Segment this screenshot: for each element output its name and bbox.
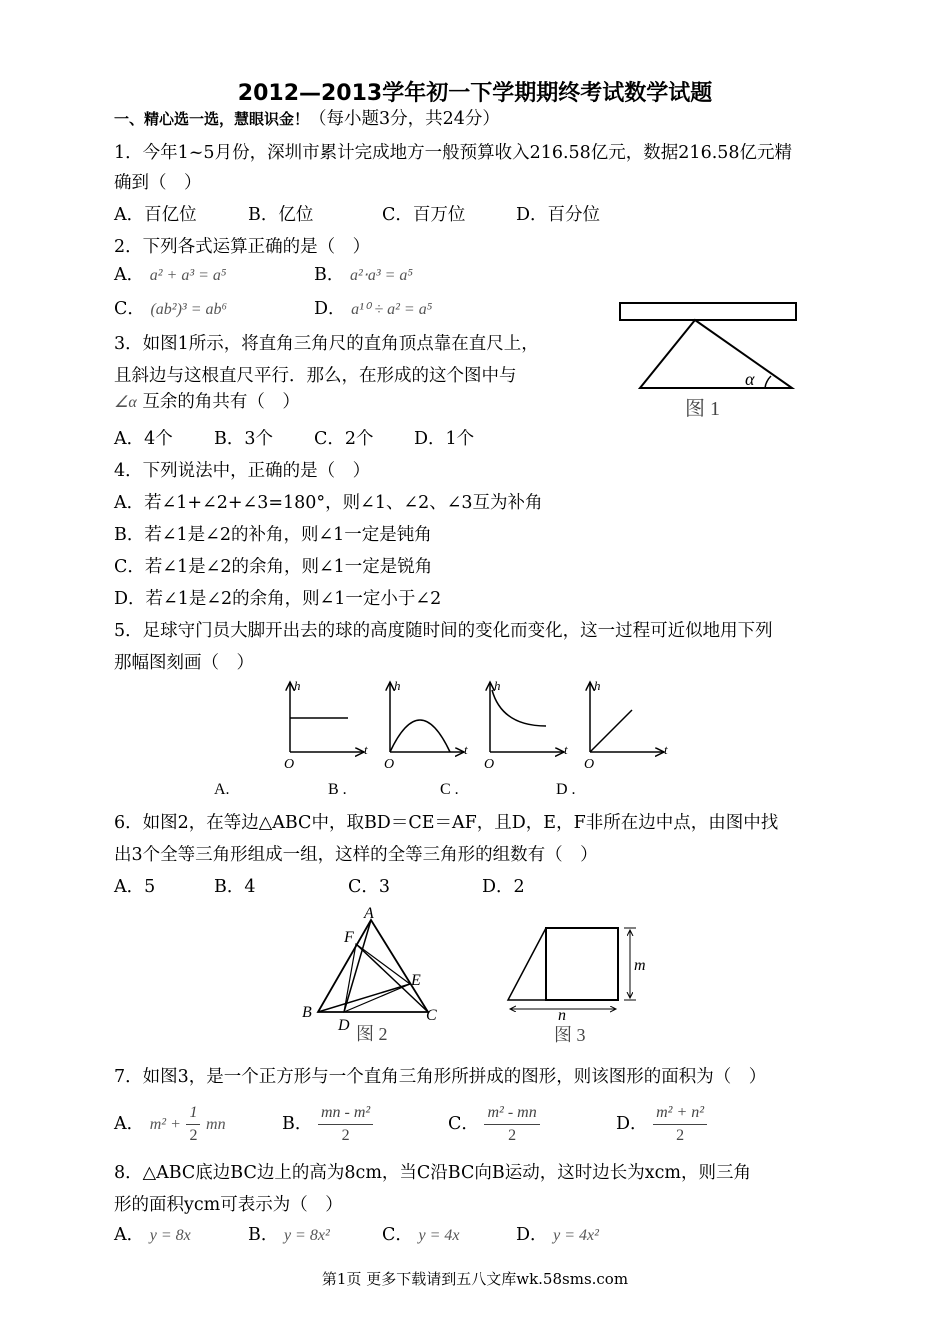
square-3 — [546, 928, 618, 1000]
q2-option-c — [114, 298, 227, 321]
right-triangle-3 — [508, 928, 546, 1000]
fig3-label: 图 3 — [554, 1025, 586, 1045]
q1-option-d: D．百分位 — [516, 205, 601, 225]
q7-option-b — [282, 1102, 373, 1147]
q1-option-a: A．百亿位 — [114, 205, 197, 225]
graph-b-curve — [390, 720, 450, 752]
section-note: （每小题3分，共24分） — [309, 109, 500, 129]
graph-a-t: t — [364, 742, 368, 757]
q3-option-a: A．4个 — [114, 429, 173, 449]
graph-d-o: O — [584, 757, 595, 772]
figure-2 — [298, 902, 448, 1047]
section-heading-text: 一、精心选一选，慧眼识金！ — [114, 110, 310, 128]
graph-label-a: A. — [214, 781, 230, 798]
q2-option-a — [114, 264, 226, 287]
alpha-arc — [765, 376, 771, 388]
q7-label-a: A． — [114, 1114, 145, 1134]
q8-option-a — [114, 1224, 191, 1247]
q3-line1: 3．如图1所示，将直角三角尺的直角顶点靠在直尺上， — [114, 334, 539, 354]
q6-option-c: C．3 — [348, 877, 391, 897]
q8-label-a: A． — [114, 1225, 145, 1245]
q7-a-tail: mn — [206, 1116, 226, 1133]
q7-c-fraction — [484, 1102, 539, 1147]
q2-expr-c: (ab²)³ = ab⁶ — [150, 301, 228, 318]
graph-a-o: O — [284, 757, 295, 772]
q3-line3 — [114, 391, 300, 414]
q7-b-den: 2 — [341, 1127, 350, 1144]
q7-a-expr: m² + — [149, 1116, 181, 1133]
fig2-label: 图 2 — [356, 1024, 388, 1044]
q7-d-fraction — [653, 1102, 707, 1147]
q1-line2: 确到（ ） — [114, 173, 202, 193]
q3-option-c: C．2个 — [314, 429, 374, 449]
graph-c-h: h — [494, 678, 501, 693]
q7-d-den: 2 — [676, 1127, 685, 1144]
page-title: 2012—2013学年初一下学期期终考试数学试题 — [237, 81, 713, 106]
q6-option-b: B．4 — [214, 877, 256, 897]
fig2-b: B — [302, 1004, 312, 1021]
q8-option-c — [382, 1224, 459, 1247]
graph-c-t: t — [564, 742, 568, 757]
graph-d-curve — [590, 710, 632, 752]
fig2-c: C — [426, 1007, 437, 1024]
q1-option-c: C．百万位 — [382, 205, 466, 225]
q2-expr-b: a²⋅a³ = a⁵ — [349, 267, 413, 284]
q8-label-d: D． — [516, 1225, 548, 1245]
graph-d-h: h — [594, 678, 601, 693]
q7-c-num: m² - mn — [484, 1102, 539, 1125]
page-footer: 第1页 更多下载请到五八文库wk.58sms.com — [321, 1270, 629, 1288]
q3-option-d: D．1个 — [414, 429, 475, 449]
q3-line3-text: 互余的角共有（ ） — [142, 392, 300, 412]
q1-option-b: B．亿位 — [248, 205, 314, 225]
q2-option-d — [314, 298, 432, 321]
graph-a — [284, 678, 368, 772]
angle-alpha-symbol: ∠α — [114, 394, 137, 411]
q2-expr-d: a¹⁰ ÷ a² = a⁵ — [351, 301, 433, 318]
graph-b-t: t — [464, 742, 468, 757]
section-heading — [114, 108, 500, 130]
triangle-abc — [318, 920, 428, 1012]
graph-b — [384, 678, 468, 772]
q6-option-d: D．2 — [482, 877, 525, 897]
q2-stem: 2．下列各式运算正确的是（ ） — [114, 237, 371, 257]
q2-label-d: D． — [314, 299, 346, 319]
q7-a-num: 1 — [186, 1102, 200, 1125]
fig1-label: 图 1 — [685, 398, 720, 420]
q5-graphs — [214, 676, 680, 801]
q8-line2: 形的面积ycm可表示为（ ） — [114, 1195, 343, 1215]
graph-c-o: O — [484, 757, 495, 772]
q3-line2: 且斜边与这根直尺平行．那么，在形成的这个图中与 — [114, 366, 517, 386]
q2-option-b — [314, 264, 413, 287]
q8-line1: 8．△ABC底边BC边上的高为8cm，当C沿BC向B运动，这时边长为xcm，则三角 — [114, 1163, 751, 1183]
q7-c-den: 2 — [508, 1127, 517, 1144]
q7-option-c — [448, 1102, 540, 1147]
graph-c — [484, 678, 568, 772]
q7-option-d — [616, 1102, 707, 1147]
fig2-f: F — [344, 929, 354, 946]
q7-label-b: B． — [282, 1114, 313, 1134]
q8-expr-a: y = 8x — [149, 1227, 191, 1244]
q8-expr-d: y = 4x² — [553, 1227, 599, 1244]
q7-label-d: D． — [616, 1114, 648, 1134]
fig2-e: E — [411, 972, 421, 989]
graph-label-d: D . — [556, 781, 576, 798]
q3-option-b: B．3个 — [214, 429, 273, 449]
graph-a-h: h — [294, 678, 301, 693]
q8-expr-b: y = 8x² — [283, 1227, 330, 1244]
q7-d-num: m² + n² — [653, 1102, 707, 1125]
graph-d — [584, 678, 668, 772]
q2-expr-a: a² + a³ = a⁵ — [149, 267, 227, 284]
q2-label-c: C． — [114, 299, 145, 319]
q4-option-d: D．若∠1是∠2的余角，则∠1一定小于∠2 — [114, 589, 442, 609]
q7-b-num: mn - m² — [318, 1102, 373, 1125]
fig2-d: D — [338, 1017, 350, 1034]
q8-label-b: B． — [248, 1225, 279, 1245]
q4-option-a: A．若∠1+∠2+∠3=180°，则∠1、∠2、∠3互为补角 — [114, 493, 543, 513]
alpha-label: α — [745, 369, 755, 389]
graph-b-o: O — [384, 757, 395, 772]
q7-b-fraction — [318, 1102, 373, 1147]
graph-b-h: h — [394, 678, 401, 693]
q7-a-fraction — [186, 1102, 200, 1147]
q1-line1: 1．今年1~5月份，深圳市累计完成地方一般预算收入216.58亿元，数据216.58亿元精 — [114, 143, 793, 163]
figure-3 — [500, 920, 660, 1045]
q6-option-a: A．5 — [114, 877, 156, 897]
fig2-a: A — [364, 905, 374, 922]
q6-line1: 6．如图2，在等边△ABC中，取BD＝CE＝AF，且D，E，F非所在边中点，由图中找 — [114, 813, 779, 833]
q5-line2: 那幅图刻画（ ） — [114, 653, 254, 673]
q4-option-b: B．若∠1是∠2的补角，则∠1一定是钝角 — [114, 525, 432, 545]
ruler — [620, 303, 796, 320]
q8-label-c: C． — [382, 1225, 413, 1245]
graph-c-curve — [492, 690, 546, 726]
graph-d-t: t — [664, 742, 668, 757]
q8-option-b — [248, 1224, 330, 1247]
q7-label-c: C． — [448, 1114, 479, 1134]
q7-stem: 7．如图3，是一个正方形与一个直角三角形所拼成的图形，则该图形的面积为（ ） — [114, 1067, 767, 1087]
q4-option-c: C．若∠1是∠2的余角，则∠1一定是锐角 — [114, 557, 433, 577]
q2-label-b: B． — [314, 265, 345, 285]
graph-label-c: C . — [440, 781, 459, 798]
q2-label-a: A． — [114, 265, 145, 285]
q4-stem: 4．下列说法中，正确的是（ ） — [114, 461, 371, 481]
fig3-m: m — [634, 957, 646, 974]
q8-expr-c: y = 4x — [418, 1227, 460, 1244]
q7-option-a — [114, 1102, 226, 1147]
q6-line2: 出3个全等三角形组成一组，这样的全等三角形的组数有（ ） — [114, 845, 598, 865]
graph-label-b: B . — [328, 781, 347, 798]
q8-option-d — [516, 1224, 599, 1247]
q7-a-den: 2 — [189, 1127, 198, 1144]
q5-line1: 5．足球守门员大脚开出去的球的高度随时间的变化而变化，这一过程可近似地用下列 — [114, 621, 773, 641]
figure-1 — [615, 300, 805, 422]
fig3-n: n — [558, 1007, 566, 1024]
